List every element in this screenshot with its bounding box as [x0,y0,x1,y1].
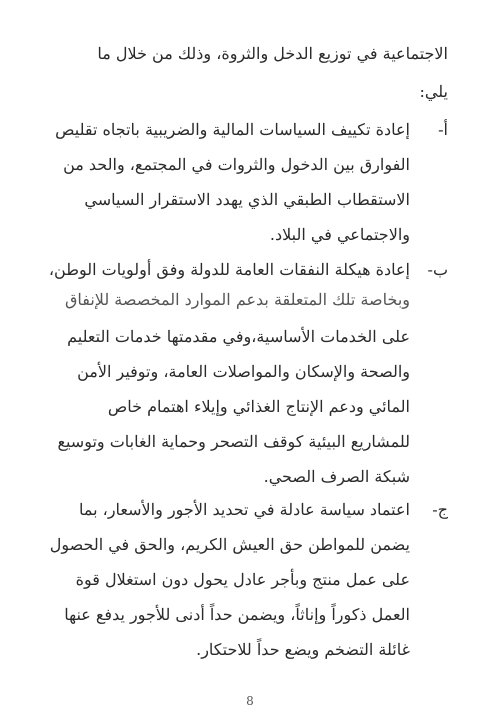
item-a-line-3: الاستقطاب الطبقي الذي يهدد الاستقرار السياسي [84,190,410,209]
item-b-line-6: للمشاريع البيئية كوقف التصحر وحماية الغابات وتوسيع [57,432,410,451]
item-c-line-5: غائلة التضخم ويضع حداً للاحتكار. [196,640,410,659]
item-c-line-4: العمل ذكوراً وإناثاً، ويضمن حداً أدنى للأجور يدفع عنها [64,605,410,624]
item-a-line-1: إعادة تكييف السياسات المالية والضريبية باتجاه تقليص [55,120,410,139]
item-c-marker: ج- [432,500,448,519]
item-b-line-5: المائي ودعم الإنتاج الغذائي وإيلاء اهتمام خاص [107,397,410,416]
intro-line-2: يلي: [419,82,448,101]
item-b-marker: ب- [427,260,448,279]
item-b-line-7: شبكة الصرف الصحي. [263,467,410,486]
item-a-marker: أ- [438,120,448,139]
item-c-line-3: على عمل منتج وبأجر عادل يحول دون استغلال قوة [75,570,410,589]
item-b-line-4: والصحة والإسكان والمواصلات العامة، وتوفير الأمن [77,362,410,381]
item-a-line-4: والاجتماعي في البلاد. [269,225,410,244]
item-c-line-1: اعتماد سياسة عادلة في تحديد الأجور والأسعار، بما [79,500,410,519]
item-b-line-1: إعادة هيكلة النفقات العامة للدولة وفق أولويات الوطن، [48,260,410,279]
item-b-line-3: على الخدمات الأساسية،وفي مقدمتها خدمات التعليم [67,327,410,346]
intro-line-1: الاجتماعية في توزيع الدخل والثروة، وذلك من خلال ما [97,44,448,63]
item-a-line-2: الفوارق بين الدخول والثروات في المجتمع، والحد من [63,155,410,174]
item-c-line-2: يضمن للمواطن حق العيش الكريم، والحق في الحصول [49,535,410,554]
item-b-line-2: وبخاصة تلك المتعلقة بدعم الموارد المخصصة للإنفاق [64,290,410,309]
page-number: 8 [246,694,254,708]
